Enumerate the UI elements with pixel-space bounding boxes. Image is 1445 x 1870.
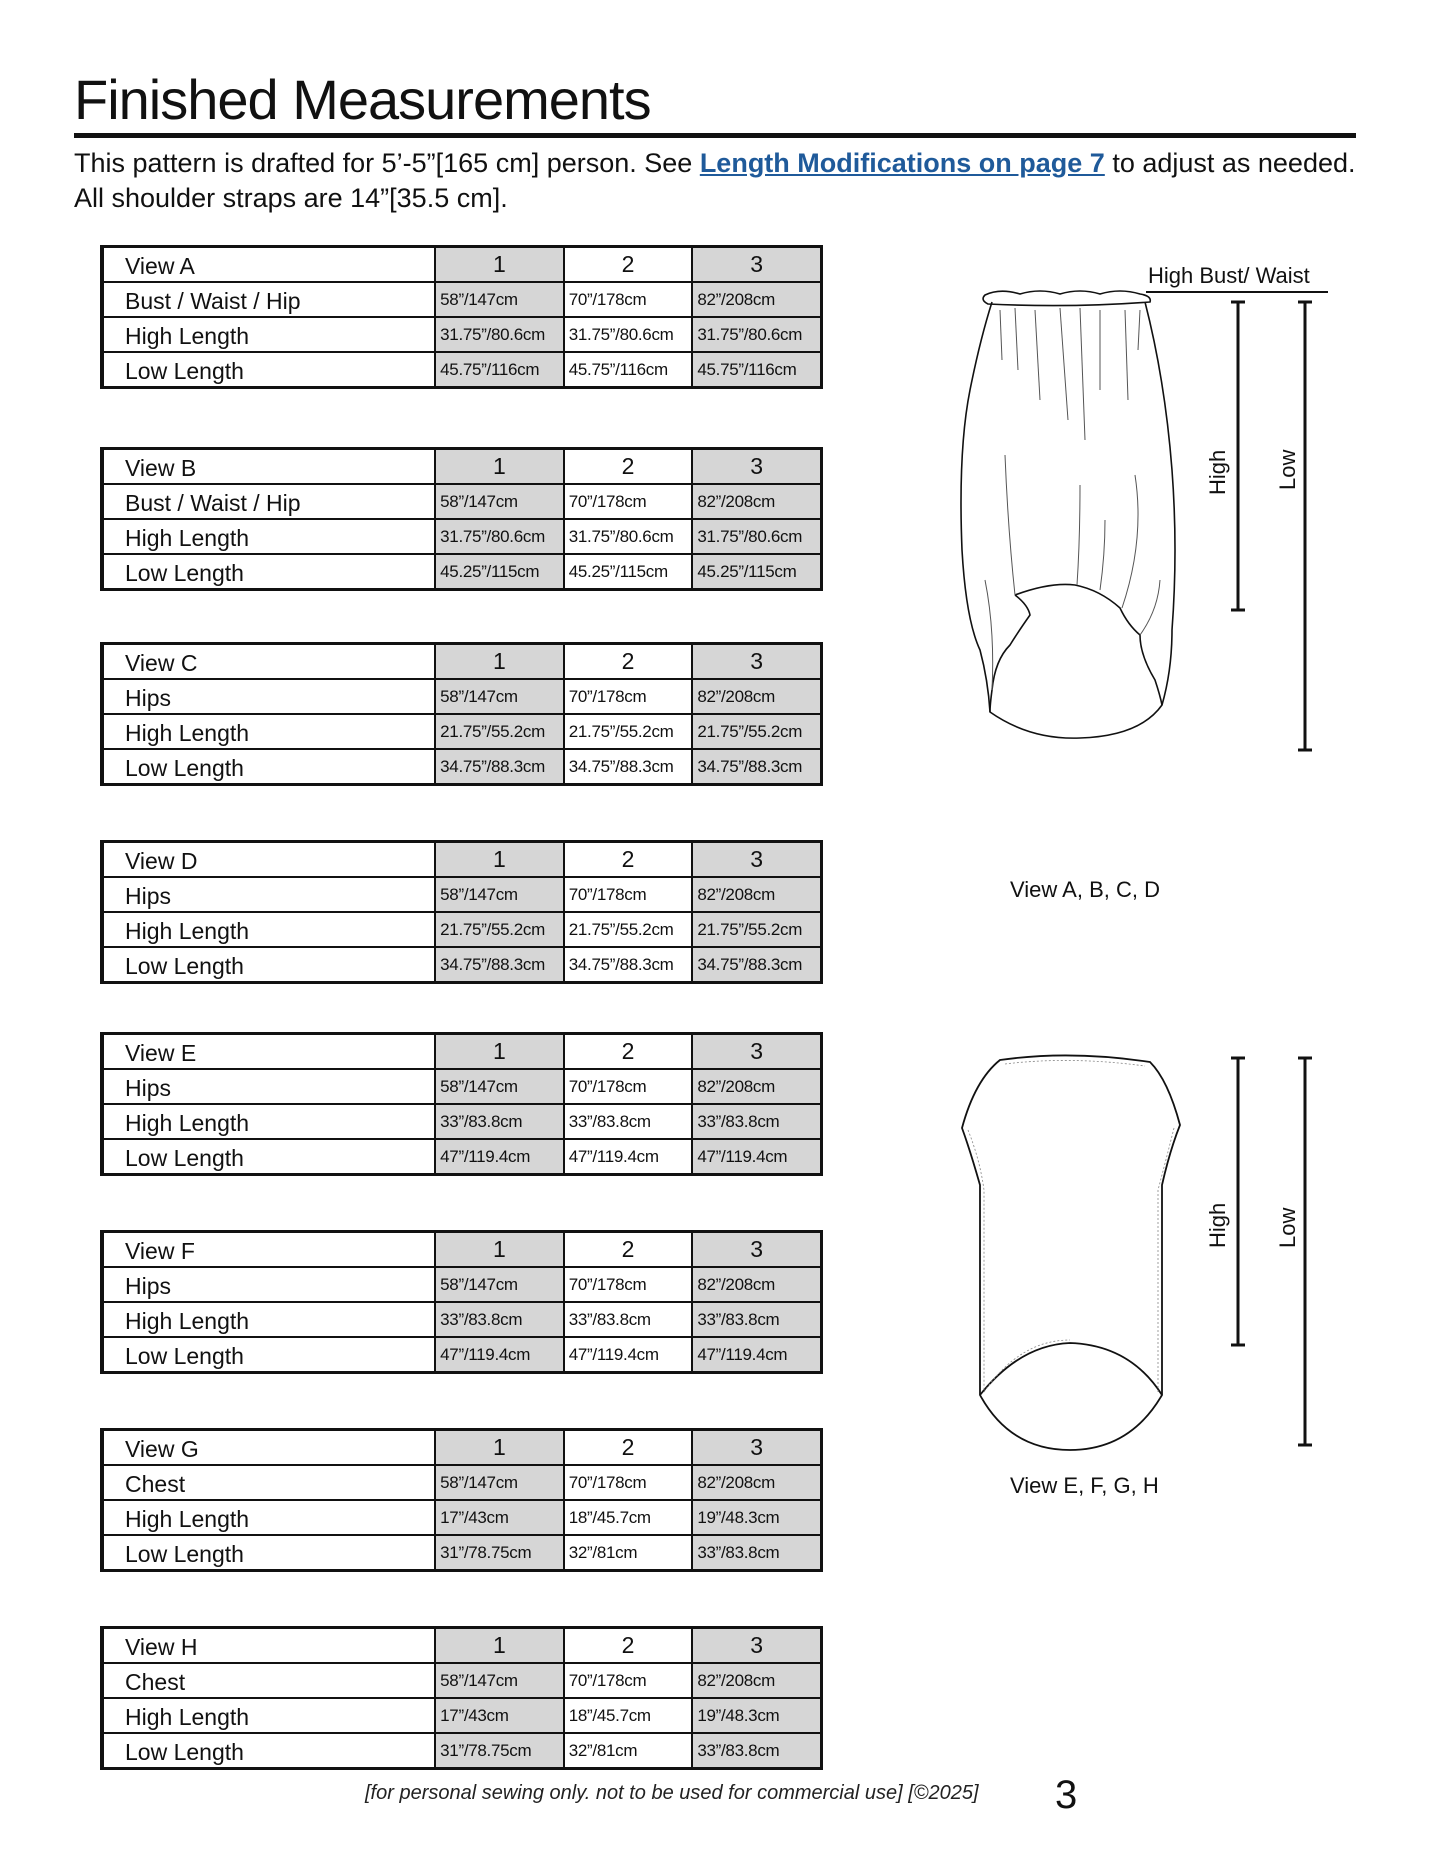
- measurement-value: 45.25”/115cm: [692, 554, 821, 590]
- table-row: [102, 749, 822, 785]
- table-row: [102, 1267, 822, 1302]
- measurement-value: 31.75”/80.6cm: [564, 519, 693, 554]
- table-header-row: [102, 1232, 822, 1268]
- measurement-value: 45.25”/115cm: [564, 554, 693, 590]
- table-row: [102, 1465, 822, 1500]
- measurement-value: 70”/178cm: [564, 1465, 693, 1500]
- measurement-value: 58”/147cm: [435, 282, 564, 317]
- size-header: 1: [435, 1430, 564, 1466]
- measurement-label: Low Length: [102, 749, 435, 785]
- measurement-value: 82”/208cm: [692, 679, 821, 714]
- measurement-value: 45.75”/116cm: [435, 352, 564, 388]
- view-name: View C: [102, 644, 435, 680]
- measurement-label: High Length: [102, 519, 435, 554]
- measurement-value: 19”/48.3cm: [692, 1500, 821, 1535]
- measurement-value: 31”/78.75cm: [435, 1535, 564, 1571]
- hem-front-curve: [980, 1343, 1162, 1395]
- size-header: 3: [692, 1034, 821, 1070]
- measurement-value: 58”/147cm: [435, 1465, 564, 1500]
- table-row: [102, 877, 822, 912]
- table-row: [102, 1139, 822, 1175]
- measurement-value: 17”/43cm: [435, 1698, 564, 1733]
- measurement-value: 34.75”/88.3cm: [564, 947, 693, 983]
- table-row: [102, 1069, 822, 1104]
- table-row: [102, 1698, 822, 1733]
- table-row: [102, 1663, 822, 1698]
- measurement-value: 70”/178cm: [564, 679, 693, 714]
- table-header-row: [102, 1628, 822, 1664]
- measurement-value: 21.75”/55.2cm: [564, 912, 693, 947]
- measurement-label: High Length: [102, 714, 435, 749]
- table-row: [102, 1535, 822, 1571]
- measurement-value: 58”/147cm: [435, 679, 564, 714]
- measurement-table-view-a: [100, 245, 823, 389]
- measurement-label: Chest: [102, 1663, 435, 1698]
- size-header: 1: [435, 1628, 564, 1664]
- measurement-value: 70”/178cm: [564, 1069, 693, 1104]
- measurement-value: 82”/208cm: [692, 1663, 821, 1698]
- high-label: High: [1205, 1202, 1230, 1248]
- measurement-value: 33”/83.8cm: [435, 1104, 564, 1139]
- measurement-label: High Length: [102, 317, 435, 352]
- measurement-value: 17”/43cm: [435, 1500, 564, 1535]
- table-row: [102, 1733, 822, 1769]
- size-header: 2: [564, 1232, 693, 1268]
- measurement-value: 21.75”/55.2cm: [435, 714, 564, 749]
- table-row: [102, 912, 822, 947]
- measurement-value: 31.75”/80.6cm: [564, 317, 693, 352]
- measurement-value: 82”/208cm: [692, 1069, 821, 1104]
- measurement-label: High Length: [102, 1104, 435, 1139]
- measurement-value: 31.75”/80.6cm: [692, 519, 821, 554]
- view-efgh-caption: View E, F, G, H: [1010, 1473, 1159, 1498]
- view-name: View G: [102, 1430, 435, 1466]
- measurement-value: 70”/178cm: [564, 282, 693, 317]
- measurement-table-view-e: [100, 1032, 823, 1176]
- view-name: View B: [102, 449, 435, 485]
- measurement-label: Bust / Waist / Hip: [102, 484, 435, 519]
- measurement-value: 33”/83.8cm: [564, 1302, 693, 1337]
- measurement-value: 18”/45.7cm: [564, 1698, 693, 1733]
- size-header: 1: [435, 1232, 564, 1268]
- measurement-label: High Length: [102, 1698, 435, 1733]
- measurement-value: 58”/147cm: [435, 1663, 564, 1698]
- measurement-value: 82”/208cm: [692, 1465, 821, 1500]
- measurement-value: 33”/83.8cm: [692, 1733, 821, 1769]
- table-row: [102, 947, 822, 983]
- title-rule: [74, 133, 1356, 138]
- table-header-row: [102, 449, 822, 485]
- size-header: 3: [692, 449, 821, 485]
- measurement-label: Chest: [102, 1465, 435, 1500]
- measurement-value: 45.75”/116cm: [564, 352, 693, 388]
- measurement-label: Hips: [102, 679, 435, 714]
- low-length-indicator: [1298, 302, 1312, 750]
- elastic-waistband: [983, 291, 1150, 306]
- measurement-value: 82”/208cm: [692, 282, 821, 317]
- table-row: [102, 352, 822, 388]
- size-header: 1: [435, 644, 564, 680]
- measurement-label: High Length: [102, 1302, 435, 1337]
- measurement-label: Low Length: [102, 1139, 435, 1175]
- hem-inner-curve: [1015, 584, 1162, 705]
- measurement-value: 58”/147cm: [435, 877, 564, 912]
- measurement-value: 21.75”/55.2cm: [564, 714, 693, 749]
- size-header: 2: [564, 449, 693, 485]
- size-header: 3: [692, 1628, 821, 1664]
- measurement-label: High Length: [102, 1500, 435, 1535]
- size-header: 1: [435, 842, 564, 878]
- measurement-value: 34.75”/88.3cm: [692, 947, 821, 983]
- measurement-value: 58”/147cm: [435, 1267, 564, 1302]
- view-name: View H: [102, 1628, 435, 1664]
- table-header-row: [102, 247, 822, 283]
- measurement-value: 34.75”/88.3cm: [435, 947, 564, 983]
- measurement-label: Hips: [102, 1069, 435, 1104]
- footer-notice: [for personal sewing only. not to be used for commercial use] [©2025]: [365, 1782, 979, 1804]
- high-length-indicator: [1231, 302, 1245, 610]
- measurement-value: 32”/81cm: [564, 1733, 693, 1769]
- table-row: [102, 1104, 822, 1139]
- view-name: View E: [102, 1034, 435, 1070]
- measurement-value: 33”/83.8cm: [564, 1104, 693, 1139]
- size-header: 3: [692, 247, 821, 283]
- size-header: 1: [435, 449, 564, 485]
- low-label: Low: [1275, 1207, 1300, 1248]
- table-row: [102, 317, 822, 352]
- measurement-label: Low Length: [102, 352, 435, 388]
- measurement-label: Hips: [102, 877, 435, 912]
- intro-paragraph: [74, 146, 1364, 216]
- table-row: [102, 714, 822, 749]
- intro-text-before: This pattern is drafted for 5’-5”[165 cm] person. See: [74, 148, 700, 178]
- measurement-value: 47”/119.4cm: [435, 1139, 564, 1175]
- view-abcd-illustration: [940, 250, 1360, 910]
- view-name: View A: [102, 247, 435, 283]
- size-header: 3: [692, 1430, 821, 1466]
- intro-text-after: to adjust as needed. All shoulder straps are 14”[35.5 cm].: [74, 148, 1356, 213]
- low-label: Low: [1275, 449, 1300, 490]
- measurement-value: 33”/83.8cm: [692, 1302, 821, 1337]
- measurement-value: 70”/178cm: [564, 1267, 693, 1302]
- table-row: [102, 1500, 822, 1535]
- table-header-row: [102, 1034, 822, 1070]
- low-length-indicator: [1298, 1058, 1312, 1445]
- measurement-value: 58”/147cm: [435, 1069, 564, 1104]
- measurement-table-view-c: [100, 642, 823, 786]
- measurement-label: Low Length: [102, 947, 435, 983]
- view-efgh-illustration: [940, 1040, 1360, 1510]
- garment-outline: [962, 1055, 1180, 1450]
- measurement-value: 33”/83.8cm: [692, 1104, 821, 1139]
- measurement-value: 31.75”/80.6cm: [692, 317, 821, 352]
- measurement-value: 82”/208cm: [692, 1267, 821, 1302]
- measurement-value: 70”/178cm: [564, 877, 693, 912]
- measurement-value: 70”/178cm: [564, 484, 693, 519]
- measurement-value: 34.75”/88.3cm: [692, 749, 821, 785]
- measurement-value: 45.25”/115cm: [435, 554, 564, 590]
- table-row: [102, 484, 822, 519]
- high-label: High: [1205, 449, 1230, 495]
- measurement-table-view-h: [100, 1626, 823, 1770]
- measurement-value: 47”/119.4cm: [692, 1337, 821, 1373]
- measurement-value: 31.75”/80.6cm: [435, 519, 564, 554]
- measurement-table-view-g: [100, 1428, 823, 1572]
- measurement-label: Bust / Waist / Hip: [102, 282, 435, 317]
- size-header: 3: [692, 644, 821, 680]
- table-row: [102, 282, 822, 317]
- measurement-value: 31”/78.75cm: [435, 1733, 564, 1769]
- measurement-value: 47”/119.4cm: [564, 1139, 693, 1175]
- measurement-value: 31.75”/80.6cm: [435, 317, 564, 352]
- measurement-value: 45.75”/116cm: [692, 352, 821, 388]
- measurement-value: 47”/119.4cm: [692, 1139, 821, 1175]
- garment-outline: [961, 302, 1175, 738]
- measurement-value: 34.75”/88.3cm: [435, 749, 564, 785]
- size-header: 2: [564, 842, 693, 878]
- size-header: 2: [564, 1628, 693, 1664]
- measurement-value: 58”/147cm: [435, 484, 564, 519]
- measurement-value: 21.75”/55.2cm: [692, 714, 821, 749]
- size-header: 2: [564, 1034, 693, 1070]
- measurement-label: Low Length: [102, 554, 435, 590]
- measurement-table-view-f: [100, 1230, 823, 1374]
- measurement-value: 70”/178cm: [564, 1663, 693, 1698]
- size-header: 3: [692, 842, 821, 878]
- size-header: 2: [564, 247, 693, 283]
- view-abcd-caption: View A, B, C, D: [1010, 877, 1160, 902]
- table-row: [102, 679, 822, 714]
- measurement-value: 18”/45.7cm: [564, 1500, 693, 1535]
- table-row: [102, 1302, 822, 1337]
- measurement-label: Low Length: [102, 1337, 435, 1373]
- measurement-value: 21.75”/55.2cm: [435, 912, 564, 947]
- measurement-value: 34.75”/88.3cm: [564, 749, 693, 785]
- table-row: [102, 554, 822, 590]
- high-length-indicator: [1231, 1058, 1245, 1345]
- measurement-table-view-b: [100, 447, 823, 591]
- view-name: View D: [102, 842, 435, 878]
- measurement-value: 47”/119.4cm: [435, 1337, 564, 1373]
- size-header: 3: [692, 1232, 821, 1268]
- measurement-label: High Length: [102, 912, 435, 947]
- size-header: 2: [564, 1430, 693, 1466]
- table-header-row: [102, 1430, 822, 1466]
- view-name: View F: [102, 1232, 435, 1268]
- measurement-value: 19”/48.3cm: [692, 1698, 821, 1733]
- table-header-row: [102, 644, 822, 680]
- measurement-value: 33”/83.8cm: [435, 1302, 564, 1337]
- table-row: [102, 519, 822, 554]
- size-header: 2: [564, 644, 693, 680]
- measurement-table-view-d: [100, 840, 823, 984]
- measurement-value: 32”/81cm: [564, 1535, 693, 1571]
- measurement-label: Low Length: [102, 1535, 435, 1571]
- table-header-row: [102, 842, 822, 878]
- size-header: 1: [435, 247, 564, 283]
- measurement-label: Hips: [102, 1267, 435, 1302]
- size-header: 1: [435, 1034, 564, 1070]
- measurement-value: 82”/208cm: [692, 877, 821, 912]
- measurement-value: 82”/208cm: [692, 484, 821, 519]
- measurement-value: 21.75”/55.2cm: [692, 912, 821, 947]
- measurement-value: 33”/83.8cm: [692, 1535, 821, 1571]
- table-row: [102, 1337, 822, 1373]
- measurement-label: Low Length: [102, 1733, 435, 1769]
- page-number: 3: [1055, 1773, 1078, 1817]
- high-bust-waist-label: High Bust/ Waist: [1148, 263, 1310, 288]
- length-modifications-link[interactable]: Length Modifications on page 7: [699, 148, 1105, 178]
- measurement-value: 47”/119.4cm: [564, 1337, 693, 1373]
- page-title: Finished Measurements: [74, 68, 651, 131]
